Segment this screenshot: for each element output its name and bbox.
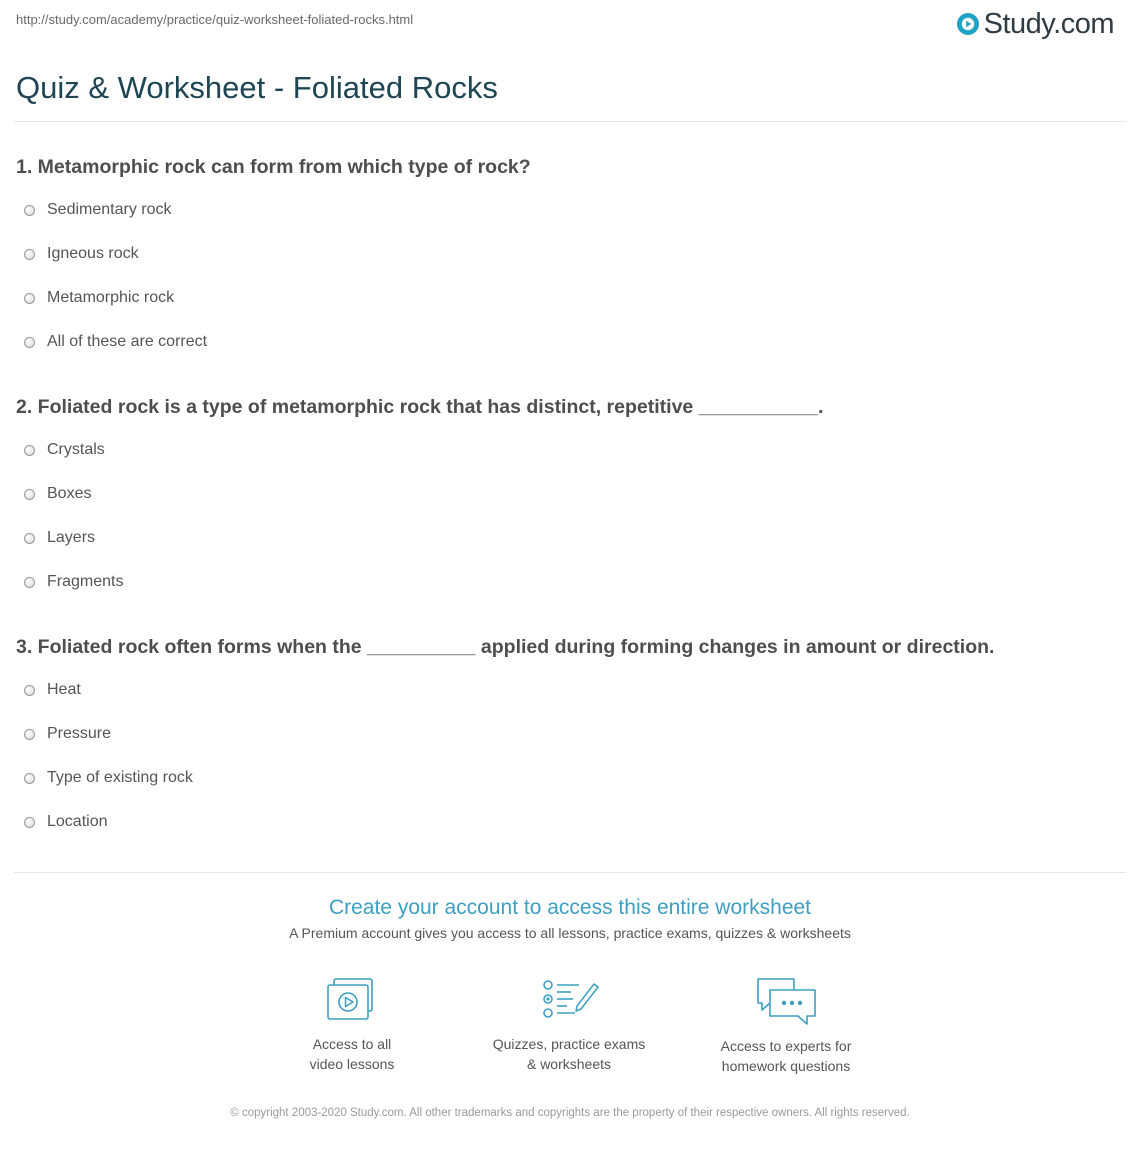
option-2d[interactable]	[24, 572, 123, 592]
divider	[14, 121, 1126, 122]
divider	[14, 872, 1126, 873]
radio-button[interactable]	[24, 817, 35, 828]
quiz-checklist-icon	[539, 976, 599, 1024]
radio-button[interactable]	[24, 685, 35, 696]
option-1d[interactable]	[24, 332, 207, 352]
radio-button[interactable]	[24, 293, 35, 304]
create-account-link[interactable]: Create your account to access this entire worksheet	[328, 896, 812, 919]
option-2c[interactable]	[24, 528, 95, 548]
option-label: All of these are correct	[47, 333, 208, 350]
logo-text: Study.com	[983, 8, 1114, 40]
copyright-notice: © copyright 2003-2020 Study.com. All other trademarks and copyrights are the property of their respective owners. All rights reserved.	[230, 1107, 910, 1119]
feature-video-lessons	[252, 976, 452, 1074]
study-logo[interactable]	[957, 8, 1114, 40]
play-circle-icon	[957, 13, 979, 35]
top-bar	[0, 0, 1140, 50]
option-label: Boxes	[47, 485, 92, 502]
option-3d[interactable]	[24, 812, 108, 832]
option-1c[interactable]	[24, 288, 174, 308]
page-url: http://study.com/academy/practice/quiz-worksheet-foliated-rocks.html	[16, 12, 414, 27]
option-label: Fragments	[47, 573, 124, 590]
option-label: Location	[47, 813, 108, 830]
option-label: Metamorphic rock	[47, 289, 175, 306]
feature-label: Access to all video lessons	[309, 1036, 395, 1072]
option-1b[interactable]	[24, 244, 139, 264]
radio-button[interactable]	[24, 773, 35, 784]
video-lessons-icon	[324, 976, 380, 1024]
question-2: 2. Foliated rock is a type of metamorphic rock that has distinct, repetitive ___________.	[16, 396, 824, 418]
option-label: Sedimentary rock	[47, 201, 172, 218]
radio-button[interactable]	[24, 489, 35, 500]
option-label: Type of existing rock	[47, 769, 193, 786]
radio-button[interactable]	[24, 729, 35, 740]
question-3: 3. Foliated rock often forms when the __________ applied during forming changes in amount or direction.	[16, 636, 995, 658]
page-title: Quiz & Worksheet - Foliated Rocks	[16, 70, 498, 105]
radio-button[interactable]	[24, 249, 35, 260]
option-3b[interactable]	[24, 724, 111, 744]
radio-button[interactable]	[24, 205, 35, 216]
radio-button[interactable]	[24, 533, 35, 544]
radio-button[interactable]	[24, 445, 35, 456]
radio-button[interactable]	[24, 337, 35, 348]
option-3c[interactable]	[24, 768, 193, 788]
feature-experts	[686, 976, 886, 1076]
option-2b[interactable]	[24, 484, 91, 504]
option-label: Heat	[47, 681, 81, 698]
option-label: Igneous rock	[47, 245, 139, 262]
question-1: 1. Metamorphic rock can form from which type of rock?	[16, 156, 531, 178]
feature-label: Access to experts for homework questions	[720, 1038, 852, 1074]
premium-subtitle: A Premium account gives you access to all lessons, practice exams, quizzes & worksheets	[289, 925, 851, 941]
feature-quizzes	[469, 976, 669, 1074]
option-2a[interactable]	[24, 440, 105, 460]
radio-button[interactable]	[24, 577, 35, 588]
feature-label: Quizzes, practice exams & worksheets	[492, 1036, 646, 1072]
option-label: Crystals	[47, 441, 105, 458]
option-label: Layers	[47, 529, 96, 546]
option-label: Pressure	[47, 725, 112, 742]
chat-bubbles-icon	[754, 976, 818, 1026]
option-1a[interactable]	[24, 200, 172, 220]
option-3a[interactable]	[24, 680, 81, 700]
